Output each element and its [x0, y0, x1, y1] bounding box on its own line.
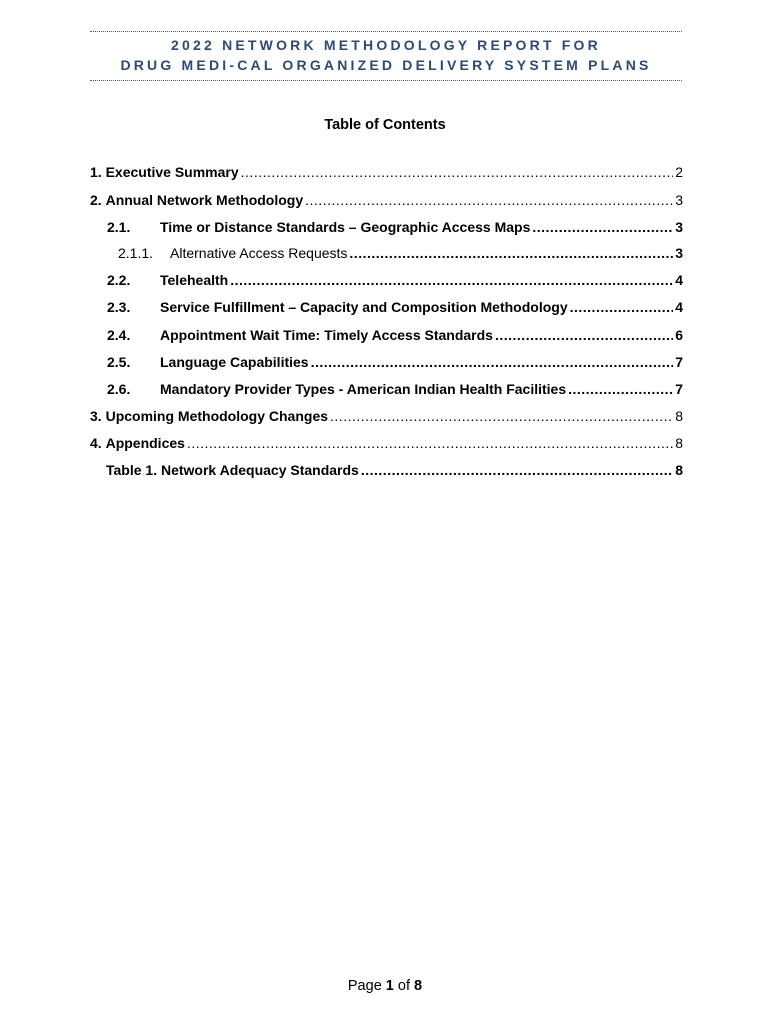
toc-entry-number: 3. [90, 408, 102, 424]
toc-entry-number: 2.2. [107, 272, 131, 288]
toc-entry-text: Table 1. Network Adequacy Standards [106, 462, 359, 478]
toc-leader-dots [311, 352, 674, 372]
toc-entry-number: 2.1. [107, 219, 131, 235]
toc-leader-dots [532, 217, 673, 237]
toc-leader-dots [361, 460, 673, 480]
toc-entry-text: Telehealth [160, 272, 229, 288]
toc-entry-page: 8 [675, 462, 683, 478]
toc-entry-text: Appointment Wait Time: Timely Access Standards [160, 327, 493, 343]
toc-leader-dots [568, 379, 673, 399]
toc-leader-dots [330, 406, 673, 426]
toc-entry-number: 4. [90, 435, 102, 451]
toc-entry-text: Upcoming Methodology Changes [105, 408, 329, 424]
footer-total-pages: 8 [414, 978, 423, 994]
toc-entry-text: Alternative Access Requests [170, 245, 348, 261]
toc-entry-time-distance-standards[interactable] [90, 217, 683, 237]
toc-leader-dots [349, 243, 673, 263]
toc-entry-page: 3 [675, 192, 683, 208]
header-title-line1: 2022 NETWORK METHODOLOGY REPORT FOR [171, 37, 601, 53]
toc-entry-upcoming-methodology-changes[interactable] [90, 406, 683, 426]
footer-current-page: 1 [385, 978, 394, 994]
toc-entry-alternative-access-requests[interactable] [90, 243, 683, 263]
toc-leader-dots [305, 190, 673, 210]
toc-entry-page: 6 [675, 327, 683, 343]
toc-entry-page: 4 [675, 299, 683, 315]
toc-entry-number: 2.4. [107, 327, 131, 343]
toc-entry-text: Language Capabilities [160, 354, 309, 370]
toc-entry-appointment-wait-time[interactable] [90, 325, 683, 345]
toc-entry-text: Appendices [105, 435, 185, 451]
toc-entry-number: 1. [90, 164, 102, 180]
document-header [90, 31, 682, 81]
toc-entry-text: Executive Summary [105, 164, 239, 180]
toc-entry-text: Service Fulfillment – Capacity and Composition Methodology [160, 299, 568, 315]
toc-title: Table of Contents [324, 117, 446, 133]
toc-entry-service-fulfillment[interactable] [90, 297, 683, 317]
toc-leader-dots [241, 162, 674, 182]
toc-entry-page: 4 [675, 272, 683, 288]
toc-entry-page: 8 [675, 435, 683, 451]
header-title-line2: DRUG MEDI-CAL ORGANIZED DELIVERY SYSTEM PLANS [120, 57, 652, 73]
toc-entry-table-1[interactable] [90, 460, 683, 480]
toc-entry-number: 2.1.1. [118, 245, 154, 261]
toc-entry-text: Time or Distance Standards – Geographic Access Maps [160, 219, 531, 235]
toc-entry-annual-network-methodology[interactable] [90, 190, 683, 210]
toc-leader-dots [570, 297, 674, 317]
toc-entry-page: 3 [675, 219, 683, 235]
toc-entry-page: 2 [675, 164, 683, 180]
toc-entry-page: 8 [675, 408, 683, 424]
toc-entry-page: 3 [675, 245, 683, 261]
toc-entry-number: 2.5. [107, 354, 131, 370]
toc-entry-number: 2. [90, 192, 102, 208]
toc-entry-number: 2.3. [107, 299, 131, 315]
toc-entry-text: Mandatory Provider Types - American Indian Health Facilities [160, 381, 567, 397]
toc-entry-language-capabilities[interactable] [90, 352, 683, 372]
page-footer [0, 978, 770, 994]
toc-leader-dots [495, 325, 673, 345]
toc-entry-page: 7 [675, 354, 683, 370]
toc-leader-dots [187, 433, 673, 453]
toc-entry-mandatory-provider-types[interactable] [90, 379, 683, 399]
toc-entry-number: 2.6. [107, 381, 131, 397]
footer-page-label: Page [347, 978, 382, 994]
toc-entry-telehealth[interactable] [90, 270, 683, 290]
toc-entry-executive-summary[interactable] [90, 162, 683, 182]
toc-leader-dots [230, 270, 673, 290]
toc-entry-page: 7 [675, 381, 683, 397]
toc-entry-appendices[interactable] [90, 433, 683, 453]
toc-entry-text: Annual Network Methodology [105, 192, 304, 208]
footer-of-label: of [397, 978, 410, 994]
